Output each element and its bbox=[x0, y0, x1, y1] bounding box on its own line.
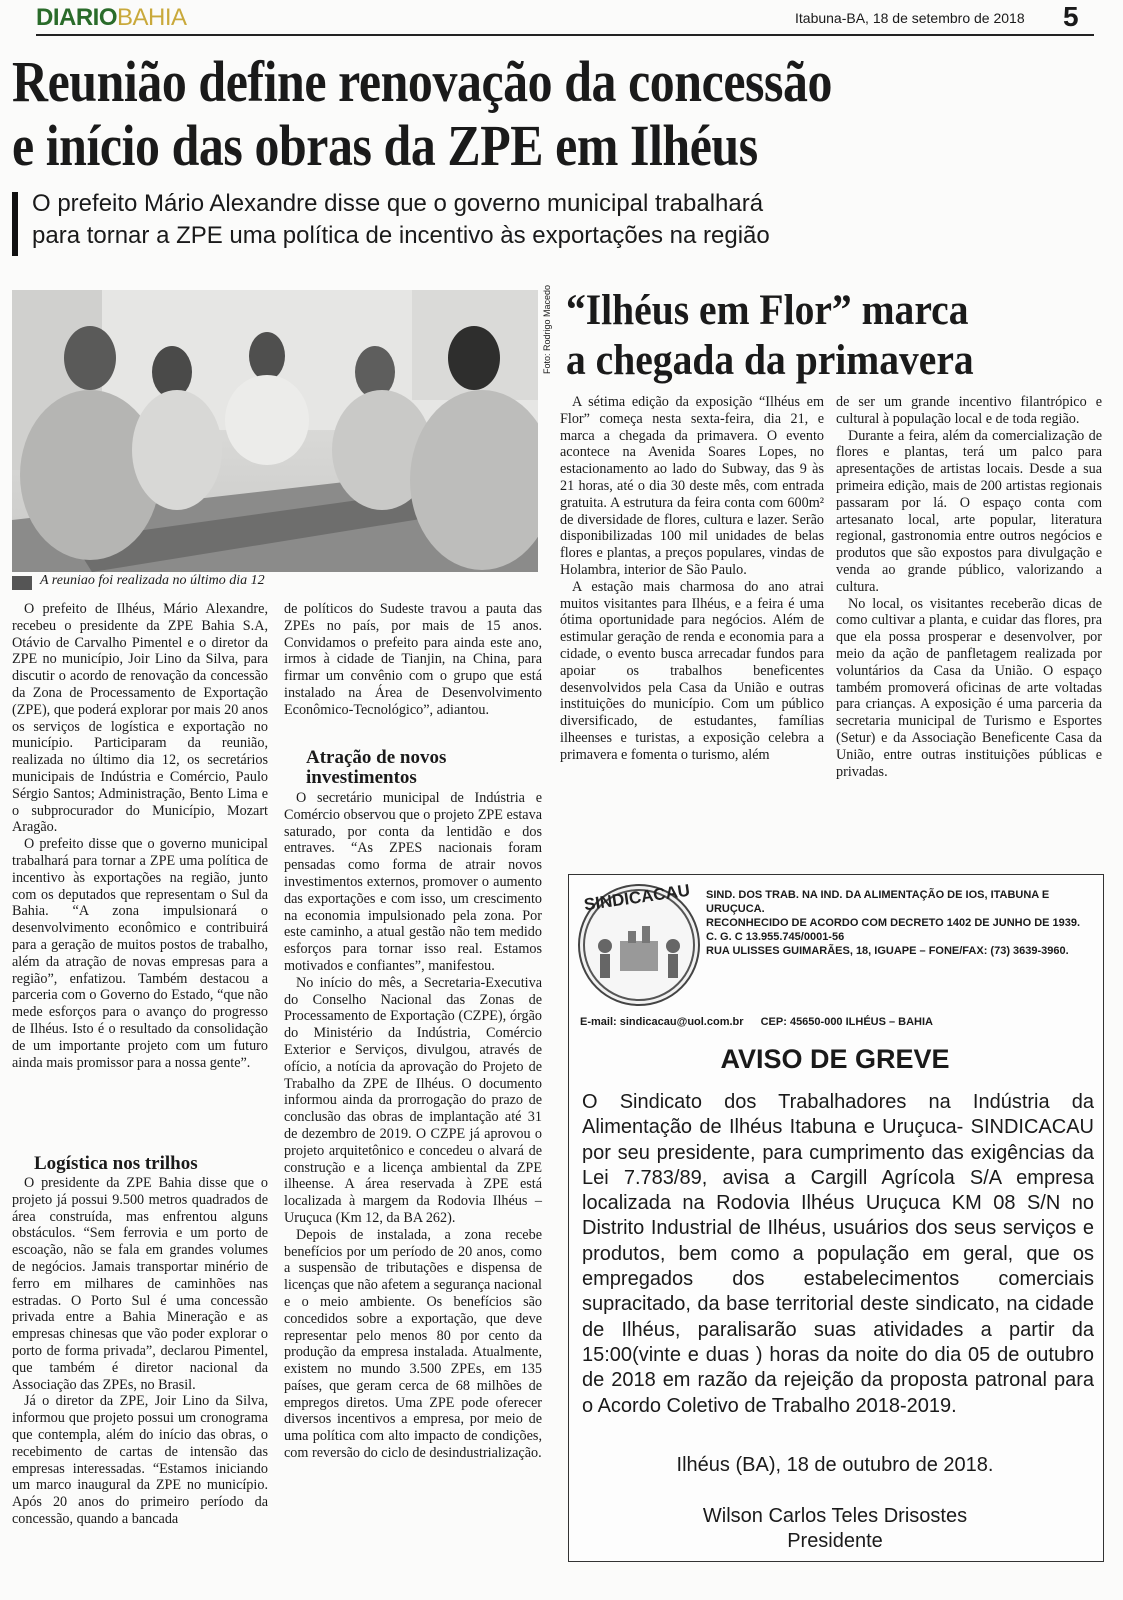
article-paragraph: O prefeito disse que o governo municipal trabalhará para tornar a ZPE uma política de incentivo às exportações na região, junto com os deputados que representam o Sul da Bahia. “A zona impulsionará o desenvolvimento econômico e contribuirá para a geração de muitos postos de trabalho, além da atração de novas empresas para a região”, enfatizou. Também destacou a parceria com o Governo do Estado, “que não mede esforços para o avanço do progresso de Ilhéus. Isto é o resultado da consolidação de um importante projeto com um futuro ainda mais promissor para a nossa gente”. bbox=[12, 836, 268, 1071]
flor-headline-line-2: a chegada da primavera bbox=[566, 337, 974, 384]
flor-headline-line-1: “Ilhéus em Flor” marca bbox=[566, 287, 969, 334]
article-paragraph: Depois de instalada, a zona recebe benefícios por um período de 20 anos, como a suspensão de tributações e dispensa de licenças que não afetem a segurança nacional e o meio ambiente. Os benefícios são concedidos sobre a exportação, que deve representar pelo menos 80 por cento da produção da empresa instalada. Atualmente, existem no mundo 3.500 ZPEs, em 135 países, que geram cerca de 68 milhões de empregos diretos. Uma ZPE pode oferecer diversos incentivos a empresa, por meio de uma política com alto impacto de condições, com reversão do ciclo de desindustrialização. bbox=[284, 1226, 542, 1462]
subhead-logistica: Logística nos trilhos bbox=[34, 1153, 198, 1174]
article-paragraph: Já o diretor da ZPE, Joir Lino da Silva, informou que projeto possui um cronograma que contempla, além do início das obras, o recebimento de cartas de intensão das empresas interessadas. “Estamos iniciando um marco inaugural da ZPE no município. Após 20 anos do primeiro período da concessão, quando a bancada bbox=[12, 1393, 268, 1527]
caption-marker bbox=[12, 576, 32, 590]
subhead-atracao: Atração de novos investimentos bbox=[306, 747, 447, 788]
signer-title: Presidente bbox=[787, 1530, 883, 1552]
union-header-line: SIND. DOS TRAB. NA IND. DA ALIMENTAÇÃO DE IOS, ITABUNA E URUÇUCA. bbox=[706, 889, 1050, 915]
article-paragraph: No início do mês, a Secretaria-Executiva do Conselho Nacional das Zonas de Processamento de Exportação (CZPE), órgão do Ministério da Indústria, Comércio Exterior e Serviços, divulgou, através de ofício, a notícia da aprovação do Projeto de Trabalho da ZPE de Ilhéus. O documento informou ainda da prorrogação do prazo de conclusão das obras de implantação até 31 de dezembro de 2019. O CZPE já aprovou o projeto arquitetônico e concedeu o alvará de construção e a licença ambiental da ZPE ilheense. A área reservada à ZPE está localizada à margem da Rodovia Ilhéus – Uruçuca (Km 12, da BA 262). bbox=[284, 974, 542, 1226]
notice-signature bbox=[568, 1504, 1102, 1554]
article-paragraph: O prefeito de Ilhéus, Mário Alexandre, recebeu o presidente da ZPE Bahia S.A, Otávio de Carvalho Pimentel e o diretor da ZPE no município, Joir Lino da Silva, para discutir o acordo de renovação da concessão da Zona de Processamento de Exportação (ZPE), que poderá explorar por mais 20 anos os serviços de logística e exportação no município. Participaram da reunião, realizada no último dia 12, os secretários municipais de Indústria e Comércio, Paulo Sérgio Santos; Administração, Bento Lima e o subprocurador do Município, Mozart Aragão. bbox=[12, 601, 268, 836]
logistica-column bbox=[12, 1175, 268, 1528]
union-header-line: RECONHECIDO DE ACORDO COM DECRETO 1402 DE JUNHO DE 1939. bbox=[706, 917, 1081, 929]
union-email: E-mail: sindicacau@uol.com.br bbox=[580, 1016, 744, 1028]
logo-part-bahia: BAHIA bbox=[117, 4, 187, 31]
deck-bar bbox=[12, 192, 18, 256]
meeting-photo bbox=[12, 290, 538, 572]
article-paragraph: No local, os visitantes receberão dicas de como cultivar a planta, e cuidar das flores, pra que ela possa prosperar e desenvolver, por meio da ação de panfletagem realizada por voluntários da Casa da União. O espaço também promoverá oficinas de arte voltadas para crianças. A exposição é uma parceria da secretaria municipal de Turismo e Esportes (Setur) e da Associação Beneficente Casa da União, entre outras instituições públicas e privadas. bbox=[836, 595, 1102, 780]
article-paragraph: Durante a feira, além da comercialização de flores e plantas, terá um palco para apresentações de artistas locais. Desde a sua primeira edição, mais de 200 artistas regionais passaram por lá. O espaço conta com artesanato local, arte popular, literatura regional, gastronomia entre outros negócios e produtos que são expostos para divulgação e venda ao grande público, valorizando a cultura. bbox=[836, 427, 1102, 595]
notice-place-date: Ilhéus (BA), 18 de outubro de 2018. bbox=[676, 1454, 994, 1476]
main-headline-line-1: Reunião define renovação da concessão bbox=[12, 49, 833, 114]
deck-line-2: para tornar a ZPE uma política de incentivo às exportações na região bbox=[32, 222, 770, 249]
notice-body: O Sindicato dos Trabalhadores na Indústria da Alimentação de Ilhéus Itabuna e Uruçuca- SINDICACAU por seu presidente, para cumprimento das exigências da Lei 7.783/89, avisa a Cargill Agrícola S/A empresa localizada na Rodovia Ilhéus Uruçuca KM 08 S/N no Distrito Industrial de Ilhéus, usuários dos seus serviços e produtos, bem como a população em geral, que os empregados dos estabelecimentos comerciais supracitado, da base territorial deste sindicato, na cidade de Ilhéus, paralisarão suas atividades a partir da 15:00(vinte e duas ) horas da noite do dia 05 de outubro de 2018 em razão da rejeição da proposta patronal para o Acordo Coletivo de Trabalho 2018-2019. bbox=[582, 1091, 1094, 1417]
union-cep: CEP: 45650-000 ILHÉUS – BAHIA bbox=[760, 1016, 934, 1028]
flor-headline bbox=[566, 286, 1063, 386]
page-number: 5 bbox=[1063, 1, 1079, 32]
union-header-line: RUA ULISSES GUIMARÃES, 18, IGUAPE – FONE/FAX: (73) 3639-3960. bbox=[706, 945, 1069, 957]
article-paragraph: de ser um grande incentivo filantrópico e cultural à população local e de toda região. bbox=[836, 394, 1102, 427]
main-article-column-2 bbox=[284, 790, 542, 1462]
main-article-column-1 bbox=[12, 601, 268, 1071]
photo-credit: Foto: Rodrigo Macedo bbox=[542, 284, 552, 374]
article-paragraph: A sétima edição da exposição “Ilhéus em Flor” começa nesta sexta-feira, dia 21, e marca a chegada da primavera. O evento acontece na Avenida Soares Lopes, no estacionamento ao lado do Subway, das 9 às 21 horas, até o dia 30 deste mês, com entrada gratuita. A estrutura da feira conta com 600m² de diversidade de flores, cultura e lazer. Serão disponibilizadas 100 mil unidades de belas flores e plantas, a preços populares, vindas de Holambra, interior de São Paulo. bbox=[560, 394, 824, 578]
deck-line-1: O prefeito Mário Alexandre disse que o governo municipal trabalhará bbox=[32, 190, 764, 217]
main-article-column-2-intro bbox=[284, 601, 542, 719]
main-headline bbox=[12, 50, 1096, 178]
article-paragraph: A estação mais charmosa do ano atrai muitos visitantes para Ilhéus, e a feira é uma ótima oportunidade para negócios. Além de estimular geração de renda e economia para a cidade, o evento busca arrecadar fundos para apoiar os trabalhos beneficentes desenvolvidos pela Casa da União e outras instituições do município. Com um público diversificado, de estudantes, famílias ilheenses e turistas, a exposição celebra a primavera e fomenta o turismo, além bbox=[560, 578, 824, 763]
masthead-rule bbox=[36, 34, 1094, 36]
main-deck bbox=[32, 188, 1102, 252]
main-headline-line-2: e início das obras da ZPE em Ilhéus bbox=[12, 113, 758, 178]
logo-part-diario: DIARIO bbox=[36, 4, 117, 31]
article-paragraph: O secretário municipal de Indústria e Comércio observou que o projeto ZPE estava saturado, por conta da lentidão e dos entraves. “As ZPES nacionais foram pensadas como forma de atrair novos investimentos externos, promover o aumento das exportações e com isso, um crescimento na economia impulsionado pela zona. Por este caminho, a atual gestão não tem medido esforços para tornar isso real. Estamos motivados e confiantes”, manifestou. bbox=[284, 790, 542, 974]
flor-column-2 bbox=[836, 394, 1102, 780]
sindicacau-logo-text: SINDICACAU bbox=[582, 880, 692, 915]
article-paragraph: O presidente da ZPE Bahia disse que o projeto já possui 9.500 metros quadrados de área construída, mas enfrentou alguns obstáculos. “Sem ferrovia e um porto de escoação, não se fala em grandes volumes de negócios. Jamais transportar minério de ferro em milhares de caminhões nas estradas. O Porto Sul é uma concessão privada entre a Bahia Mineração e as empresas chinesas que vão poder explorar o porto de forma privada”, declarou Pimentel, que também é diretor nacional da Associação das ZPEs, no Brasil. bbox=[12, 1175, 268, 1393]
flor-column-1 bbox=[560, 394, 824, 764]
dateline: Itabuna-BA, 18 de setembro de 2018 bbox=[795, 10, 1025, 26]
notice-title: AVISO DE GREVE bbox=[720, 1044, 950, 1074]
newspaper-logo bbox=[36, 6, 187, 30]
photo-caption: A reuniao foi realizada no último dia 12 bbox=[40, 573, 265, 588]
union-contact bbox=[580, 1016, 1100, 1028]
article-paragraph: de políticos do Sudeste travou a pauta das ZPEs no país, por mais de 15 anos. Convidamos o prefeito para ainda este ano, irmos à cidade de Tianjin, na China, para firmar um convênio com o grupo que está instalado na Área de Desenvolvimento Econômico-Tecnológico”, adiantou. bbox=[284, 601, 542, 718]
signer-name: Wilson Carlos Teles Drisostes bbox=[702, 1505, 968, 1527]
meeting-photo-illustration bbox=[12, 290, 538, 572]
union-header bbox=[706, 888, 1096, 958]
union-header-line: C. G. C 13.955.745/0001-56 bbox=[706, 931, 845, 943]
